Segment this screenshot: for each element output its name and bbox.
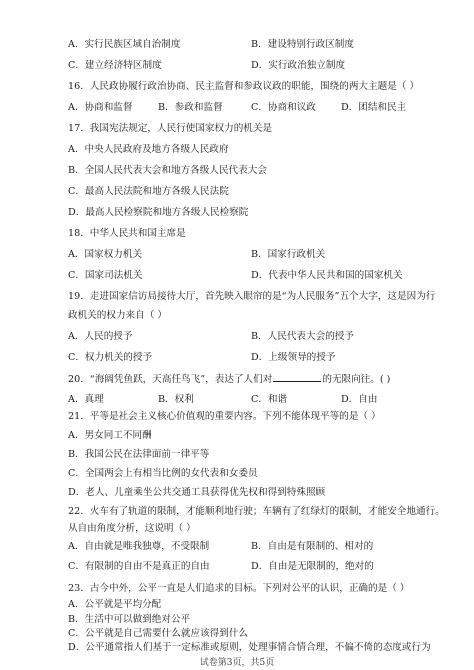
q15-option-b: B．建设特别行政区制度 [251,39,354,50]
q17-option-c: C．最高人民法院和地方各级人民法院 [68,186,229,197]
q18-option-a: A．国家权力机关 [68,249,143,260]
q22-option-a: A．自由就是唯我独尊，不受限制 [68,541,210,552]
q21-option-c: C．全国两会上有相当比例的女代表和女委员 [68,468,258,479]
q18-stem: 18．中华人民共和国主席是 [68,228,186,239]
q22-option-d: D．自由是无限制的，绝对的 [251,561,374,572]
q23-option-b: B．生活中可以做到绝对公平 [68,614,191,625]
q17-option-b: B．全国人民代表大会和地方各级人民代表大会 [68,165,267,176]
q22-stem-line1: 22．火车有了轨道的限制，才能顺利地行驶；车辆有了红绿灯的限制，才能安全地通行。 [68,506,445,517]
q19-stem-line2: 政机关的权力来自（ ） [68,310,167,321]
q19-option-a: A．人民的授予 [68,331,133,342]
q19-option-c: C．权力机关的授予 [68,352,153,363]
q16-option-b: B．参政和监督 [158,102,223,113]
answer-blank [273,372,321,382]
q19-option-b: B．人民代表大会的授予 [251,331,354,342]
q20-option-b: B．权利 [158,394,194,405]
q17-stem: 17．我国宪法规定，人民行使国家权力的机关是 [68,123,273,134]
q21-option-d: D．老人、儿童乘坐公共交通工具获得优先权和得到特殊照顾 [68,487,326,498]
q20-option-a: A．真理 [68,394,104,405]
q19-option-d: D．上级领导的授予 [251,352,336,363]
q16-option-a: A．协商和监督 [68,102,133,113]
q22-option-b: B．自由是有限制的、相对的 [251,541,374,552]
q16-option-c: C．协商和议政 [251,102,316,113]
q20-option-c: C．和谐 [251,394,288,405]
q20-option-d: D．自由 [341,394,378,405]
q23-option-c: C．公平就是自己需要什么就应该得到什么 [68,628,249,639]
q18-option-b: B．国家行政机关 [251,249,326,260]
q23-option-a-line: A．公平就是平均分配 [68,599,162,610]
q22-stem-line2: 从自由角度分析，这说明（ ） [68,523,196,534]
q16-stem: 16．人民政协履行政治协商、民主监督和参政议政的职能，围绕的两大主题是（ ） [68,81,420,92]
q21-option-a: A．男女同工不同酬 [68,430,152,441]
q15-option-c: C．建立经济特区制度 [68,60,162,71]
q15-option-d: D．实行政治独立制度 [251,60,346,71]
q23-stem: 23．古今中外，公平一直是人们追求的目标。下列对公平的认识，正确的是（ ） [68,583,410,594]
q18-option-d: D．代表中华人民共和国的国家机关 [251,270,403,281]
q15-option-a: A．实行民族区域自治制度 [68,39,181,50]
q20-stem-prefix: 20．“海阔凭鱼跃，天高任鸟飞”，表达了人们对 [68,374,273,385]
q20-stem-suffix: 的无限向往。( ) [322,374,391,385]
q18-option-c: C．国家司法机关 [68,270,143,281]
q17-option-d: D．最高人民检察院和地方各级人民检察院 [68,207,249,218]
page-footer: 试卷第3页，共5页 [199,658,275,668]
q21-option-b: B．我国公民在法律面前一律平等 [68,449,210,460]
q20-stem [68,372,390,386]
q23-option-d: D．公平通常指人们基于一定标准或原则，处理事情合情合理，不偏不倚的态度或行为 [68,642,431,653]
q21-stem: 21．平等是社会主义核心价值观的重要内容。下列不能体现平等的是（ ） [68,411,381,422]
q19-stem-line1: 19．走进国家信访局接待大厅，首先映入眼帘的是“为人民服务”五个大字，这是因为行 [68,291,436,302]
q22-option-c: C．有限制的自由不是真正的自由 [68,561,210,572]
q16-option-d: D．团结和民主 [341,102,407,113]
q17-option-a: A．中央人民政府及地方各级人民政府 [68,144,229,155]
